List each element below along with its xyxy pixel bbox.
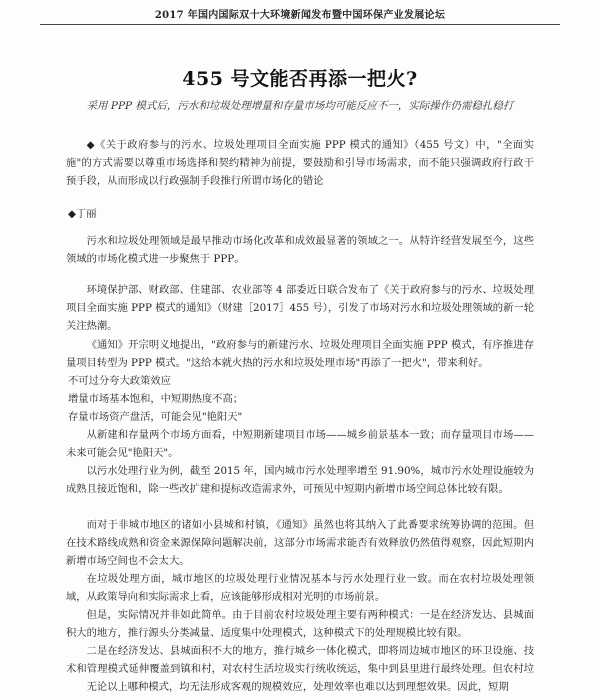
abstract-paragraph: ◆《关于政府参与的污水、垃圾处理项目全面实施 PPP 模式的通知》（455 号文）中，"全面实施"的方式需要以尊重市场选择和契约精神为前提，要鼓励和引导市场需求，而不能只强调政府行政干预手段，从而形成以行政强制手段推行所谓市场化的错论 <box>66 139 534 187</box>
body-paragraph: 污水和垃圾处理领域是最早推动市场化改革和成效最显著的领域之一。从特许经营发展至今，这些领域的市场化模式进一步聚焦于 PPP。 <box>66 235 534 265</box>
subheading-point-1: 增量市场基本饱和，中短期热度不高； <box>68 393 244 405</box>
body-paragraph: 二是在经济发达、县城面积不大的地方，推行城乡一体化模式，即将周边城市地区的环卫设施、技术和管理模式延伸覆盖到镇和村，对农村生活垃圾实行统收统运，集中到县里进行最终处理。但农村垃 <box>66 645 534 675</box>
body-section-6 <box>66 516 534 570</box>
body-paragraph: 从新建和存量两个市场方面看，中短期新建项目市场——城乡前景基本一致；而存量项目市场——未来可能会见"艳阳天"。 <box>66 429 534 459</box>
body-section-9 <box>66 642 534 678</box>
author-name: ◆丁丽 <box>68 208 97 220</box>
body-paragraph: 在垃圾处理方面，城市地区的垃圾处理行业情况基本与污水处理行业一致。而在农村垃圾处理领域，从政策导向和实际需求上看，应该能够形成相对光明的市场前景。 <box>66 573 534 603</box>
header-divider <box>40 24 560 25</box>
body-paragraph: 《通知》开宗明义地提出，"政府参与的新建污水、垃圾处理项目全面实施 PPP 模式，有序推进存量项目转型为 PPP 模式。"这给本就火热的污水和垃圾处理市场"再添了一把火"，带来利好。 <box>66 339 534 369</box>
body-section-5 <box>66 462 534 498</box>
subheading-block <box>66 372 534 426</box>
body-paragraph: 以污水处理行业为例，截至 2015 年，国内城市污水处理率增至 91.90%，城市污水处理设施较为成熟且接近饱和，除一些改扩建和提标改造需求外，可预见中短期内新增市场空间总体比较有限。 <box>66 465 534 495</box>
body-section-1 <box>66 232 534 268</box>
body-paragraph: 无论以上哪种模式，均无法形成客观的规模效应，处理效率也难以达到理想效果。因此，短期 <box>86 681 509 693</box>
article-subtitle: 采用 PPP 模式后，污水和垃圾处理增量和存量市场均可能反应不一，实际操作仍需稳扎稳打 <box>86 100 514 112</box>
body-paragraph: 但是，实际情况并非如此简单。由于目前农村垃圾处理主要有两种模式：一是在经济发达、县城面积大的地方，推行源头分类减量、适度集中处理模式，这种模式下的处理规模比较有限。 <box>66 609 534 639</box>
author-line <box>66 205 534 223</box>
body-section-7 <box>66 570 534 606</box>
body-section-4 <box>66 426 534 462</box>
article-title: 455 号文能否再添一把火? <box>182 68 418 90</box>
body-section-10 <box>66 678 534 696</box>
subheading-point-2: 存量市场资产盘活，可能会见"艳阳天" <box>68 411 243 423</box>
body-paragraph: 而对于非城市地区的诸如小县城和村镇，《通知》虽然也将其纳入了此番要求统筹协调的范围。但在技术路线成熟和资金来源保障问题解决前，这部分市场需求能否有效释放仍然值得观察，因此短期内新增市场空间也不会太大。 <box>66 519 534 567</box>
intro-abstract <box>66 136 534 190</box>
section-subheading: 不可过分夸大政策效应 <box>68 375 171 387</box>
body-section-2 <box>66 281 534 335</box>
body-paragraph: 环境保护部、财政部、住建部、农业部等 4 部委近日联合发布了《关于政府参与的污水、垃圾处理项目全面实施 PPP 模式的通知》（财建［2017］455 号），引发了市场对污水和垃圾处理领域的新一轮关注热潮。 <box>66 284 534 332</box>
body-section-3 <box>66 336 534 372</box>
running-header: 2017 年国内国际双十大环境新闻发布暨中国环保产业发展论坛 <box>154 10 446 21</box>
body-section-8 <box>66 606 534 642</box>
